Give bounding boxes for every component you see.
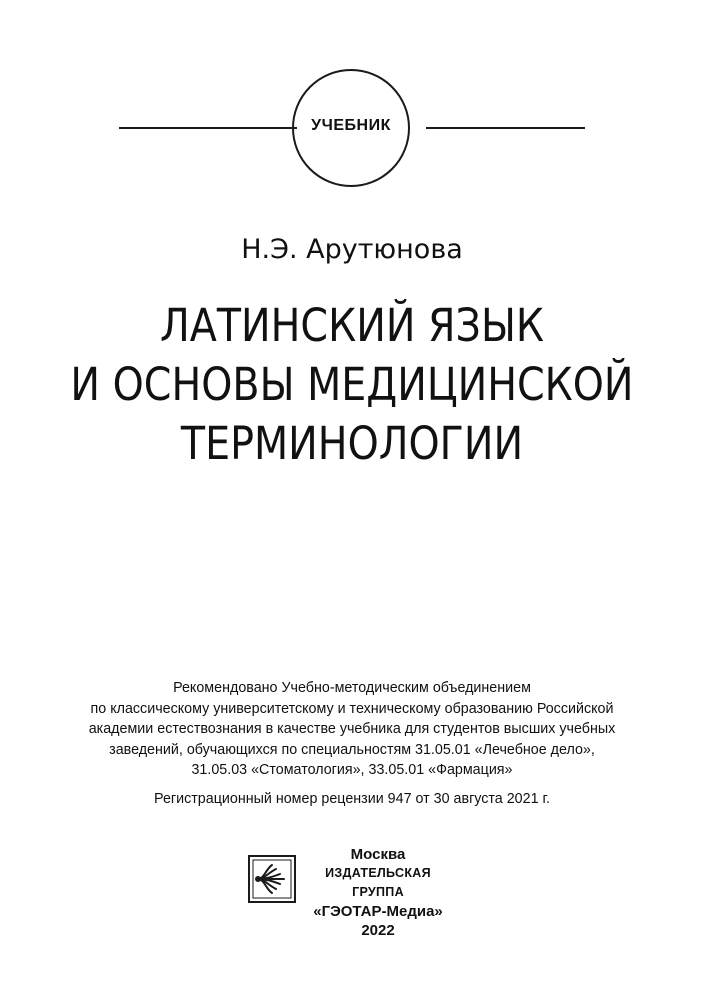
title-line: ЛАТИНСКИЙ ЯЗЫК <box>159 299 545 352</box>
recommendation-line: 31.05.03 «Стоматология», 33.05.01 «Фармация» <box>191 762 513 778</box>
recommendation-line: Рекомендовано Учебно-методическим объединением <box>173 680 531 696</box>
recommendation-note <box>0 678 704 781</box>
header-rule-left <box>119 127 297 129</box>
textbook-badge <box>292 69 410 187</box>
publisher-block <box>298 845 458 940</box>
publisher-city: Москва <box>350 846 406 863</box>
book-title <box>0 296 704 473</box>
publisher-name: «ГЭОТАР-Медиа» <box>313 903 443 920</box>
author-name: Н.Э. Арутюнова <box>241 234 463 265</box>
recommendation-line: по классическому университетскому и техническому образованию Российской <box>90 700 614 717</box>
publisher-group: ИЗДАТЕЛЬСКАЯ ГРУППА <box>325 866 431 899</box>
recommendation-line: академии естествознания в качестве учебника для студентов высших учебных <box>88 721 616 737</box>
header-rule-right <box>426 127 585 129</box>
publisher-logo-icon <box>248 855 296 903</box>
recommendation-line: заведений, обучающихся по специальностям 31.05.01 «Лечебное дело», <box>109 741 595 758</box>
publication-year: 2022 <box>361 922 395 939</box>
title-line: И ОСНОВЫ МЕДИЦИНСКОЙ <box>70 358 634 411</box>
badge-label: УЧЕБНИК <box>311 117 391 134</box>
title-line: ТЕРМИНОЛОГИИ <box>180 417 524 470</box>
registration-number: Регистрационный номер рецензии 947 от 30 августа 2021 г. <box>154 791 550 807</box>
